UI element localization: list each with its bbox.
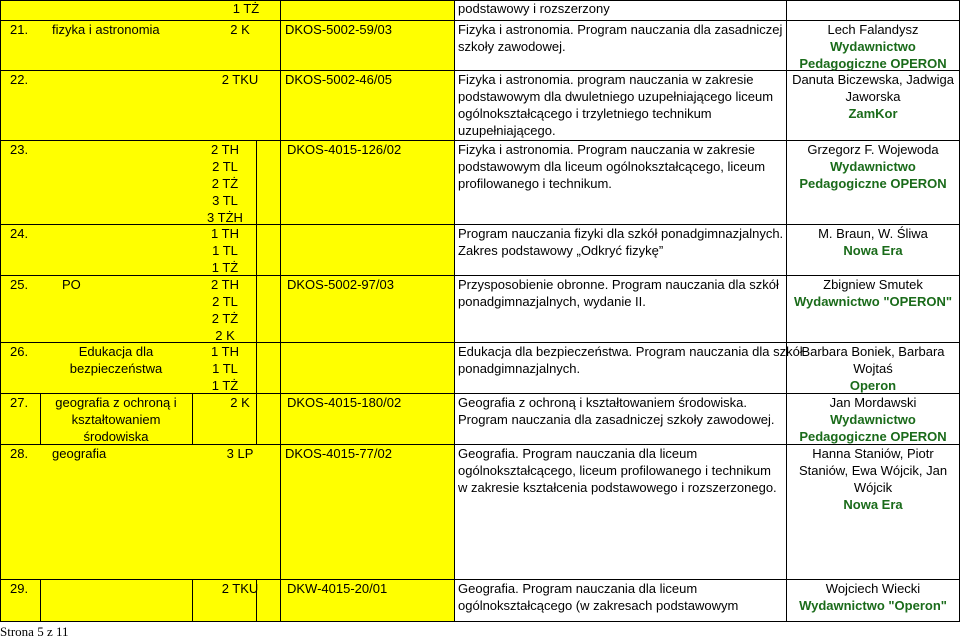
level-cell: 2 TL [212,294,238,309]
subject-cell: Edukacja dla bezpieczeństwa [69,344,163,376]
author-publisher-cell [788,225,958,259]
column-border [786,0,787,621]
column-border [280,140,281,224]
column-border [280,393,281,444]
program-description: Program nauczania fizyki dla szkół ponadgimnazjalnych. [458,226,784,241]
publisher-name: Wydawnictwo [830,39,916,54]
publisher-name: Wydawnictwo "Operon" [799,598,947,613]
column-border [280,0,281,20]
column-border [280,342,281,393]
column-border [280,579,281,621]
program-description: Fizyka i astronomia. Program nauczania w zakresie [458,142,755,157]
row-border [0,621,960,622]
author-name: M. Braun, W. Śliwa [818,226,928,241]
row-number: 22. [10,72,29,87]
publisher-name: Wydawnictwo [830,412,916,427]
program-code: DKOS-5002-97/03 [287,277,394,292]
level-cell: 1 TŻ [211,378,239,393]
level-cell: 2 K [230,22,250,37]
program-code: DKOS-4015-126/02 [287,142,402,157]
row-number: 21. [10,22,29,37]
publisher-name: Operon [849,378,897,393]
column-border [280,444,281,579]
publisher-name: Pedagogiczne OPERON [799,429,947,444]
program-description: szkoły zawodowej. [458,39,566,54]
publisher-name: Wydawnictwo "OPERON" [794,294,952,309]
program-description: ogólnokształcącego, liceum profilowanego i technikum [458,463,771,478]
author-publisher-cell [788,21,958,72]
author-name: Hanna Staniów, Piotr Staniów, Ewa Wójcik, Jan Wójcik [798,446,948,495]
publisher-name: ZamKor [848,106,898,121]
program-description: Fizyka i astronomia. program nauczania w zakresie [458,72,754,87]
level-cell: 2 TKU [221,581,259,596]
author-name: Lech Falandysz [827,22,919,37]
column-border [454,0,455,621]
row-number: 23. [10,142,29,157]
author-name: Danuta Biczewska, Jadwiga Jaworska [792,72,954,104]
publisher-name: Pedagogiczne OPERON [799,176,947,191]
row-number: 29. [10,581,29,596]
publisher-name: Nowa Era [843,243,903,258]
program-description: ogólnokształcącego i trzyletniego technikum [458,106,712,121]
program-description: Edukacja dla bezpieczeństwa. Program nauczania dla szkół [458,344,803,359]
level-cell: 2 TH [211,142,239,157]
program-code: DKW-4015-20/01 [287,581,388,596]
level-cell: 1 TŻ [232,1,260,16]
program-description: Geografia. Program nauczania dla liceum [458,581,698,596]
level-cell: 2 TŻ [211,176,239,191]
author-name: Jan Mordawski [829,395,917,410]
row-number: 28. [10,446,29,461]
author-publisher-cell [788,445,958,513]
row-number: 25. [10,277,29,292]
program-code: DKOS-4015-180/02 [287,395,402,410]
row-number: 26. [10,344,29,359]
level-cell: 1 TŻ [211,260,239,275]
program-description: ponadgimnazjalnych, wydanie II. [458,294,646,309]
author-publisher-cell [788,580,958,614]
program-description: Program nauczania dla zasadniczej szkoły zawodowej. [458,412,775,427]
program-description: Geografia. Program nauczania dla liceum [458,446,698,461]
program-description: Zakres podstawowy „Odkryć fizykę” [458,243,664,258]
program-description: Przysposobienie obronne. Program nauczania dla szkół [458,277,779,292]
level-cell: 2 TH [211,277,239,292]
publisher-name: Wydawnictwo [830,159,916,174]
level-cell: 1 TL [212,361,238,376]
level-cell: 2 TL [212,159,238,174]
column-border [280,275,281,342]
author-name: Grzegorz F. Wojewoda [807,142,939,157]
author-publisher-cell [788,141,958,192]
level-cell: 1 TH [211,226,239,241]
level-cell: 1 TH [211,344,239,359]
row-number: 27. [10,395,29,410]
author-name: Zbigniew Smutek [823,277,923,292]
author-publisher-cell [788,71,958,122]
author-name: Wojciech Wiecki [825,581,921,596]
level-cell: 2 TKU [221,72,259,87]
author-name: Barbara Boniek, Barbara Wojtaś [801,344,945,376]
publisher-name: Nowa Era [843,497,903,512]
column-border [40,393,41,444]
row-number: 24. [10,226,29,241]
author-publisher-cell [788,343,958,394]
page-number: Strona 5 z 11 [0,624,69,639]
program-description: Fizyka i astronomia. Program nauczania dla zasadniczej [458,22,783,37]
author-publisher-cell [788,394,958,445]
program-description: podstawowym dla liceum ogólnokształcącego, liceum [458,159,766,174]
program-code: DKOS-5002-59/03 [285,22,392,37]
level-cell: 2 K [230,395,250,410]
level-cell: 1 TL [212,243,238,258]
column-border [280,20,281,70]
level-cell: 3 TL [212,193,238,208]
program-code: DKOS-4015-77/02 [285,446,392,461]
program-description: Geografia z ochroną i kształtowaniem środowiska. [458,395,748,410]
subject-cell: PO [62,277,81,292]
program-description: profilowanego i technikum. [458,176,612,191]
program-description: ponadgimnazjalnych. [458,361,581,376]
program-cell: podstawowy i rozszerzony [458,1,610,16]
program-description: ogólnokształcącego (w zakresach podstawowym [458,598,739,613]
program-description: uzupełniającego. [458,123,556,138]
column-border [40,579,41,621]
column-border [192,393,193,444]
column-border [280,224,281,275]
program-description: w zakresie kształcenia podstawowego i rozszerzonego. [458,480,777,495]
level-cell: 3 TŻH [207,210,243,225]
column-border [0,0,1,621]
publisher-name: Pedagogiczne OPERON [799,56,947,71]
subject-cell: geografia z ochroną i kształtowaniem środowiska [55,395,177,444]
author-publisher-cell [788,276,958,310]
column-border [280,70,281,140]
program-code: DKOS-5002-46/05 [285,72,392,87]
subject-cell: fizyka i astronomia [52,22,160,37]
level-cell: 2 TŻ [211,311,239,326]
subject-cell: geografia [52,446,107,461]
level-cell: 3 LP [226,446,254,461]
column-border [192,579,193,621]
program-description: podstawowym dla dwuletniego uzupełniającego liceum [458,89,774,104]
level-cell: 2 K [215,328,235,343]
